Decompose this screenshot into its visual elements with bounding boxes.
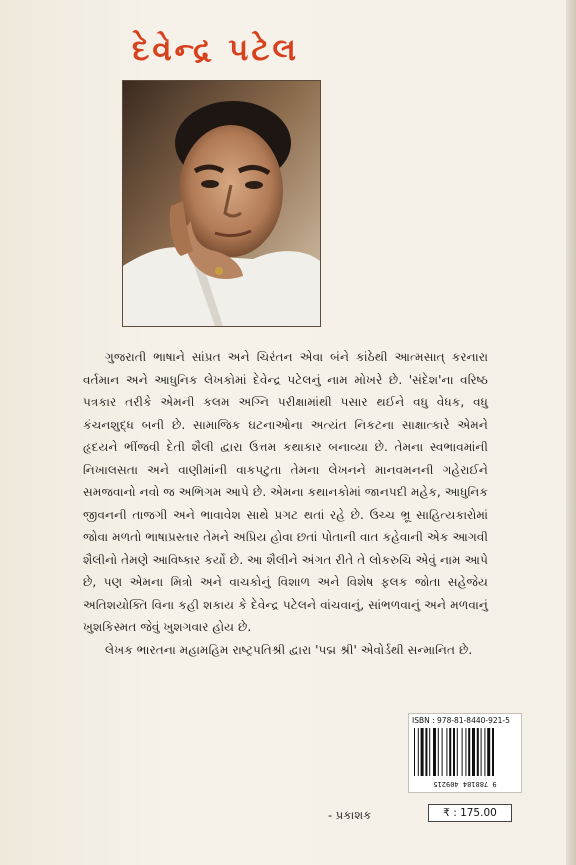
barcode-bar [453,728,455,776]
barcode-bar [484,728,485,776]
author-biography [83,346,488,661]
barcode-bar [487,728,490,776]
biography-paragraph: ગુજરાતી ભાષાને સાંપ્રત અને ચિરંતન એવા બંને કાંઠેથી આત્મસાત્ કરનારા વર્તમાન અને આધુનિક લેખકોમાં દેવેન્દ્ર પટેલનું નામ મોખરે છે. 'સંદેશ'ના વરિષ્ઠ પત્રકાર તરીકે એમની કલમ અગ્નિ પરીક્ષામાંથી પસાર થઈને વધુ વેધક, વધુ કંચનશુદ્ધ બની છે. સામાજિક ઘટનાઓના અત્યંત નિકટના સાક્ષાત્કારે એમને હૃદયને ભીંજવી દેતી શૈલી દ્વારા ઉત્તમ કથાકાર બનાવ્યા છે. તેમના સ્વભાવમાંની નિખાલસતા અને વાણીમાંની વાકપટુતા તેમના લેખનને માનવમનની ગહેરાઈને સમજવાનો નવો જ અભિગમ આપે છે. એમના કથાનકોમાં જાનપદી મહેક, આધુનિક જીવનની તાજગી અને ભાવાવેશ સાથે પ્રગટ થતાં રહે છે. ઉચ્ચ ભ્રૂ સાહિત્યકારોમાં જોવા મળતો ભાષાપ્રસ્તાર તેમને અપ્રિય હોવા છતાં પોતાની વાત કહેવાની એક આગવી શૈલીનો તેમણે આવિષ્કાર કર્યો છે. આ શૈલીને અંગત રીતે તે લોકરુચિ એવું નામ આપે છે, પણ એમના મિત્રો અને વાચકોનું વિશાળ અને વિશેષ ફલક જોતા સહેજેય અતિશયોક્તિ વિના કહી શકાય કે દેવેન્દ્ર પટેલને વાંચવાનું, સાંભળવાનું અને મળવાનું ખુશકિસ્મત જેવું ખુશગવાર હોય છે. [83,350,488,634]
isbn-label: ISBN : 978-81-8440-921-5 [412,716,510,725]
barcode-bar [446,728,447,776]
price-label: ₹ : 175.00 [428,804,512,822]
barcode-bar [472,728,475,776]
barcode-bar [421,728,424,776]
barcode-bar [438,728,439,776]
barcode-bars [412,728,518,776]
barcode-number: 9 788184 409215 [433,780,497,788]
barcode-bar [468,728,470,776]
barcode-bar [442,728,443,776]
barcode-bar [481,728,482,776]
barcode-bar [449,728,451,776]
barcode-bar [414,728,415,776]
barcode-bar [492,728,494,776]
award-paragraph: લેખક ભારતના મહામહિમ રાષ્ટ્રપતિશ્રી દ્વારા 'પદ્મ શ્રી' એવોર્ડથી સન્માનિત છે. [105,642,473,657]
author-name-title: દેવેન્દ્ર પટેલ [132,32,299,68]
barcode-bar [477,728,479,776]
publisher-signature: - પ્રકાશક [328,808,372,822]
barcode-bar [465,728,466,776]
book-spine-edge [566,0,576,865]
barcode-bar [429,728,430,776]
author-portrait-image [123,81,320,326]
barcode-bar [433,728,436,776]
barcode-bar [425,728,427,776]
author-photo [122,80,321,327]
barcode-bar [462,728,463,776]
barcode-bar [457,728,458,776]
barcode-bar [418,728,419,776]
barcode-panel [408,713,522,793]
